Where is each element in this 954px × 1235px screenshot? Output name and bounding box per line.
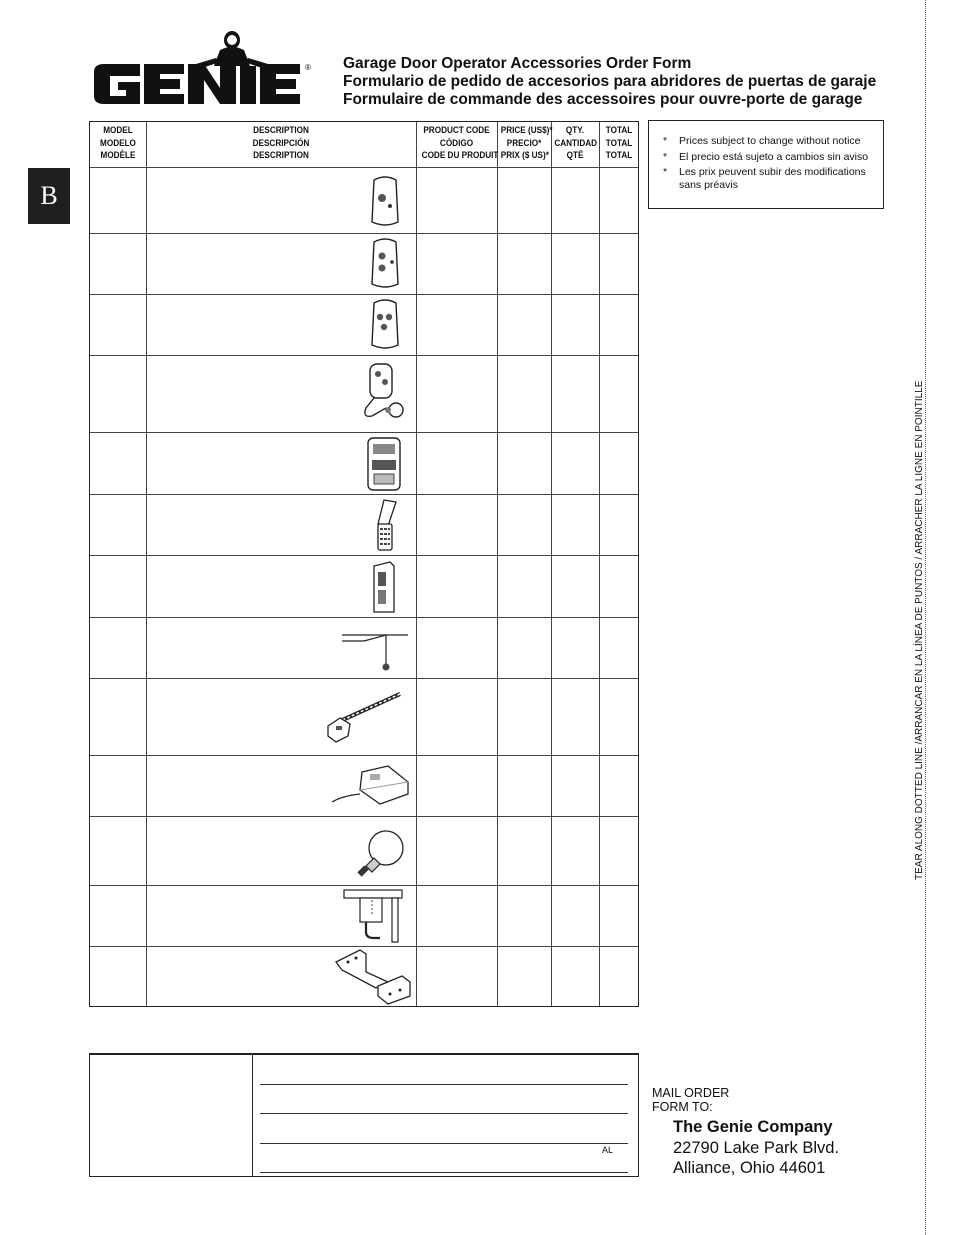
order-table: [89, 121, 639, 1007]
safety-sensor-icon: [338, 627, 410, 675]
note-french: * Les prix peuvent subir des modifications sans préavis: [663, 166, 866, 191]
tear-instruction: TEAR ALONG DOTTED LINE /ARRANCAR EN LA LÍNEA DE PUNTOS / ARRACHER LA LIGNE EN POINTILLE: [914, 380, 925, 880]
header-product-code: PRODUCT CODE CÓDIGO CODE DU PRODUIT: [421, 125, 499, 162]
title-spanish: Formulario de pedido de accesorios para abridores de puertas de garaje: [343, 73, 877, 90]
address-line-2[interactable]: [260, 1113, 628, 1114]
light-bulb-icon: [352, 824, 408, 880]
header-description: DESCRIPTION DESCRIPCIÓN DESCRIPTION: [252, 125, 310, 162]
note-english: * Prices subject to change without notice: [663, 135, 861, 147]
header-price: PRICE (US$)* PRECIO* PRIX ($ US)*: [500, 125, 553, 162]
section-tab: B: [28, 168, 70, 224]
genie-logo: [92, 28, 332, 110]
note-spanish: * El precio está sujeto a cambios sin aviso: [663, 150, 869, 163]
company-street: 22790 Lake Park Blvd.: [673, 1139, 840, 1157]
power-head-icon: [328, 762, 412, 812]
price-notes-box: [648, 120, 884, 209]
tear-dotted-line: [925, 0, 926, 1235]
keypad-icon: [372, 498, 402, 552]
address-line-3[interactable]: [260, 1143, 628, 1144]
customer-address-box: [89, 1053, 639, 1177]
rail-extension-icon: [324, 688, 404, 748]
address-line-1[interactable]: [260, 1084, 628, 1085]
two-button-remote-icon: [368, 238, 402, 290]
registered-mark: ®: [305, 63, 311, 72]
wall-button-icon: [368, 560, 400, 616]
three-button-remote-icon: [368, 299, 402, 351]
keychain-remote-icon: [352, 360, 410, 428]
one-button-remote-icon: [368, 176, 402, 228]
address-line-4[interactable]: [260, 1172, 628, 1173]
wall-console-icon: [364, 436, 404, 492]
company-name: The Genie Company: [673, 1118, 833, 1136]
header-model: MODEL MODELO MODÈLE: [100, 125, 136, 162]
mounting-bracket-icon: [330, 948, 412, 1006]
title-english: Garage Door Operator Accessories Order Form: [343, 55, 692, 72]
company-city: Alliance, Ohio 44601: [673, 1159, 826, 1177]
door-bracket-icon: [338, 886, 406, 946]
header-quantity: QTY. CANTIDAD QTÉ: [554, 125, 598, 162]
mail-order-label: MAIL ORDER FORM TO:: [652, 1086, 730, 1114]
header-total: TOTAL TOTAL TOTAL: [605, 125, 633, 162]
state-code: AL: [602, 1145, 614, 1155]
genie-mascot-icon: [196, 31, 268, 68]
title-french: Formulaire de commande des accessoires pour ouvre-porte de garage: [343, 91, 863, 108]
